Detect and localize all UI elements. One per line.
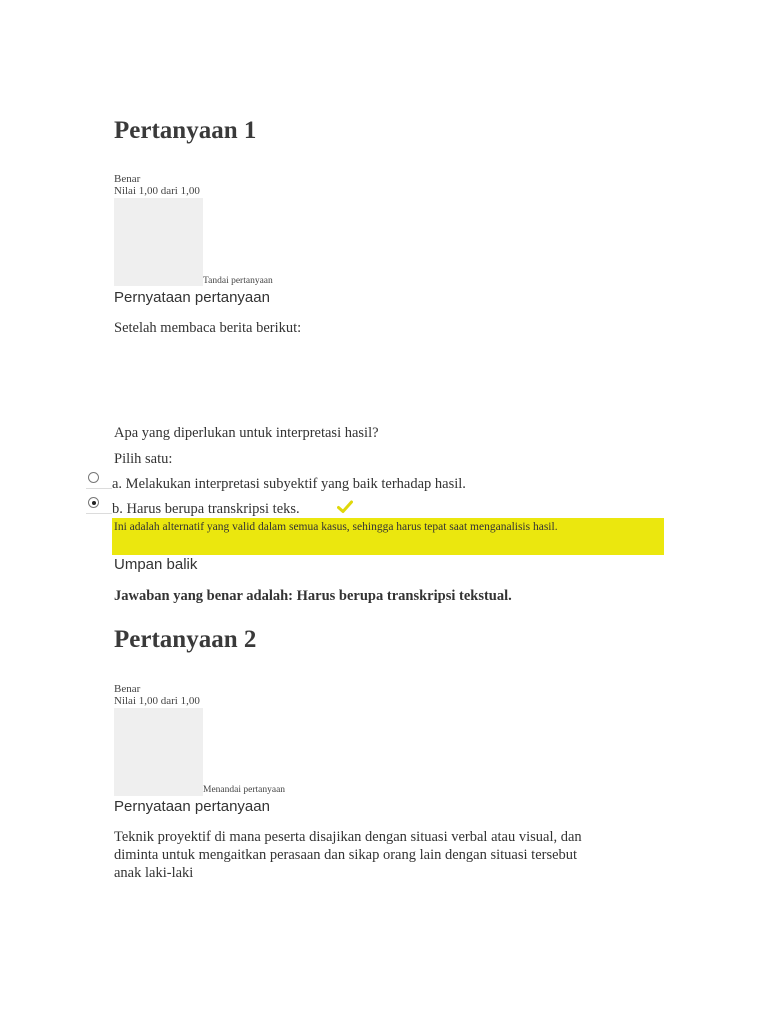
question-1-text: Apa yang diperlukan untuk interpretasi hasil?	[114, 425, 379, 441]
question-1-choose-prompt: Pilih satu:	[114, 451, 173, 467]
option-b-divider	[86, 513, 112, 514]
feedback-label: Umpan balik	[114, 556, 198, 573]
question-2-status: Benar	[114, 683, 141, 695]
option-b-label[interactable]: b. Harus berupa transkripsi teks.	[112, 501, 300, 517]
question-1-section-label: Pernyataan pertanyaan	[114, 289, 270, 306]
question-1-flag-image[interactable]	[114, 198, 203, 286]
question-2-text: Teknik proyektif di mana peserta disajikan dengan situasi verbal atau visual, dan diminta untuk mengaitkan perasaan dan sikap orang lain dengan situasi tersebut	[114, 829, 582, 863]
option-a-radio[interactable]	[88, 472, 99, 483]
option-a-divider	[86, 488, 112, 489]
question-2-section-label: Pernyataan pertanyaan	[114, 798, 270, 815]
question-2-flag-image[interactable]	[114, 708, 203, 796]
question-1-title: Pertanyaan 1	[114, 117, 257, 144]
specific-feedback-text: Ini adalah alternatif yang valid dalam semua kasus, sehingga harus tepat saat menganalisis hasil.	[114, 521, 558, 533]
correct-answer: Jawaban yang benar adalah: Harus berupa transkripsi tekstual.	[114, 588, 512, 604]
question-1-grade: Nilai 1,00 dari 1,00	[114, 185, 200, 197]
question-1-intro: Setelah membaca berita berikut:	[114, 320, 302, 336]
specific-feedback	[112, 518, 664, 555]
question-2-title: Pertanyaan 2	[114, 626, 257, 653]
question-1-flag-label[interactable]: Tandai pertanyaan	[203, 276, 273, 286]
question-2-answer-fragment: anak laki-laki	[114, 865, 194, 881]
option-b-radio[interactable]	[88, 497, 99, 508]
question-2-flag-label[interactable]: Menandai pertanyaan	[203, 785, 286, 795]
question-1-status: Benar	[114, 173, 141, 185]
option-a-label[interactable]: a. Melakukan interpretasi subyektif yang baik terhadap hasil.	[112, 476, 466, 492]
checkmark-icon	[337, 500, 353, 514]
question-2-grade: Nilai 1,00 dari 1,00	[114, 695, 200, 707]
